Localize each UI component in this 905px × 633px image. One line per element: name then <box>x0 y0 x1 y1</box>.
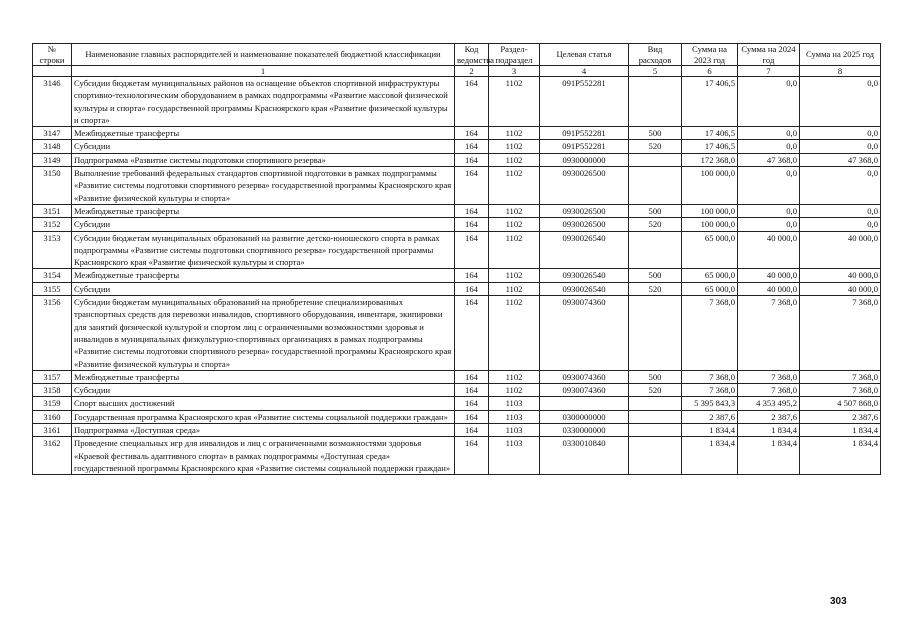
col-number: 7 <box>738 66 800 77</box>
row-number: 3155 <box>33 282 72 295</box>
row-name: Субсидии <box>72 140 455 153</box>
table-row <box>33 204 881 217</box>
row-section: 1102 <box>489 140 540 153</box>
row-sum-2024: 7 368,0 <box>738 384 800 397</box>
header-row-no: № строки <box>33 44 72 66</box>
row-sum-2024: 47 368,0 <box>738 153 800 166</box>
row-section: 1103 <box>489 397 540 410</box>
row-number: 3146 <box>33 77 72 127</box>
row-name: Выполнение требований федеральных стандартов спортивной подготовки в рамках подпрограммы «Развитие системы подготовки спортивного резерва» государственной программы Красноярского края «Развитие физической культуры и спорта» <box>72 167 455 205</box>
row-target: 0930074360 <box>540 384 629 397</box>
row-sum-2024: 2 387,6 <box>738 410 800 423</box>
row-name: Межбюджетные трансферты <box>72 127 455 140</box>
row-exp-type: 500 <box>629 204 682 217</box>
row-sum-2025: 0,0 <box>800 140 881 153</box>
table-row <box>33 282 881 295</box>
row-sum-2024: 7 368,0 <box>738 370 800 383</box>
table-row <box>33 153 881 166</box>
table-row <box>33 231 881 269</box>
row-target: 091P552281 <box>540 77 629 127</box>
row-sum-2024: 40 000,0 <box>738 269 800 282</box>
col-number <box>33 66 72 77</box>
row-sum-2023: 2 387,6 <box>682 410 738 423</box>
row-sum-2025: 47 368,0 <box>800 153 881 166</box>
row-section: 1102 <box>489 167 540 205</box>
table-row <box>33 127 881 140</box>
row-section: 1102 <box>489 296 540 371</box>
row-sum-2023: 5 395 843,3 <box>682 397 738 410</box>
table-row <box>33 397 881 410</box>
row-sum-2025: 7 368,0 <box>800 370 881 383</box>
row-name: Субсидии <box>72 282 455 295</box>
row-number: 3156 <box>33 296 72 371</box>
row-sum-2024: 40 000,0 <box>738 282 800 295</box>
header-exp-type: Вид расходов <box>629 44 682 66</box>
row-section: 1102 <box>489 127 540 140</box>
col-number: 5 <box>629 66 682 77</box>
row-number: 3160 <box>33 410 72 423</box>
table-row <box>33 384 881 397</box>
col-number: 8 <box>800 66 881 77</box>
row-dept-code: 164 <box>455 424 489 437</box>
row-dept-code: 164 <box>455 437 489 475</box>
row-sum-2024: 0,0 <box>738 140 800 153</box>
row-section: 1102 <box>489 370 540 383</box>
row-name: Спорт высших достижений <box>72 397 455 410</box>
row-exp-type <box>629 437 682 475</box>
row-dept-code: 164 <box>455 397 489 410</box>
header-sum-2023: Сумма на 2023 год <box>682 44 738 66</box>
header-name: Наименование главных распорядителей и наименование показателей бюджетной классификации <box>72 44 455 66</box>
row-target: 0930026540 <box>540 269 629 282</box>
row-dept-code: 164 <box>455 282 489 295</box>
row-target: 0330000000 <box>540 424 629 437</box>
page-number: 303 <box>830 596 847 607</box>
table-row <box>33 218 881 231</box>
row-name: Субсидии <box>72 384 455 397</box>
table-row <box>33 269 881 282</box>
row-exp-type: 520 <box>629 140 682 153</box>
row-sum-2024: 40 000,0 <box>738 231 800 269</box>
col-number: 2 <box>455 66 489 77</box>
row-dept-code: 164 <box>455 384 489 397</box>
row-name: Проведение специальных игр для инвалидов и лиц с ограниченными возможностями здоровья «Краевой фестиваль адаптивного спорта» в рамках подпрограммы «Доступная среда» государственной программы Красноярского края «Развитие системы социальной поддержки граждан» <box>72 437 455 475</box>
row-sum-2024: 1 834,4 <box>738 437 800 475</box>
row-section: 1102 <box>489 384 540 397</box>
row-dept-code: 164 <box>455 127 489 140</box>
col-number: 6 <box>682 66 738 77</box>
row-dept-code: 164 <box>455 410 489 423</box>
row-sum-2023: 7 368,0 <box>682 370 738 383</box>
row-exp-type: 500 <box>629 269 682 282</box>
row-sum-2023: 100 000,0 <box>682 167 738 205</box>
row-sum-2024: 0,0 <box>738 167 800 205</box>
row-sum-2024: 7 368,0 <box>738 296 800 371</box>
row-section: 1103 <box>489 424 540 437</box>
row-number: 3148 <box>33 140 72 153</box>
row-name: Межбюджетные трансферты <box>72 269 455 282</box>
row-number: 3161 <box>33 424 72 437</box>
budget-table <box>32 43 881 475</box>
row-section: 1102 <box>489 282 540 295</box>
col-number: 4 <box>540 66 629 77</box>
table-row <box>33 77 881 127</box>
row-sum-2023: 65 000,0 <box>682 269 738 282</box>
row-sum-2025: 4 507 868,0 <box>800 397 881 410</box>
table-header <box>33 44 881 77</box>
header-dept-code: Код ведомства <box>455 44 489 66</box>
row-number: 3153 <box>33 231 72 269</box>
row-sum-2023: 7 368,0 <box>682 296 738 371</box>
row-sum-2025: 1 834,4 <box>800 424 881 437</box>
row-target: 091P552281 <box>540 127 629 140</box>
row-target: 0930074360 <box>540 370 629 383</box>
row-exp-type <box>629 397 682 410</box>
row-sum-2023: 1 834,4 <box>682 437 738 475</box>
row-target: 0930074360 <box>540 296 629 371</box>
table-row <box>33 296 881 371</box>
row-name: Подпрограмма «Доступная среда» <box>72 424 455 437</box>
table-row <box>33 370 881 383</box>
row-sum-2025: 0,0 <box>800 127 881 140</box>
row-sum-2023: 172 368,0 <box>682 153 738 166</box>
row-number: 3147 <box>33 127 72 140</box>
row-sum-2025: 0,0 <box>800 204 881 217</box>
row-sum-2023: 17 406,5 <box>682 140 738 153</box>
row-dept-code: 164 <box>455 218 489 231</box>
row-target: 0930026540 <box>540 282 629 295</box>
row-number: 3157 <box>33 370 72 383</box>
header-section: Раздел-подраздел <box>489 44 540 66</box>
row-target: 0930026500 <box>540 167 629 205</box>
row-target: 0330010840 <box>540 437 629 475</box>
row-sum-2024: 0,0 <box>738 77 800 127</box>
row-name: Государственная программа Красноярского края «Развитие системы социальной поддержки граждан» <box>72 410 455 423</box>
row-sum-2025: 0,0 <box>800 167 881 205</box>
row-exp-type <box>629 296 682 371</box>
row-sum-2023: 7 368,0 <box>682 384 738 397</box>
row-exp-type <box>629 410 682 423</box>
row-number: 3149 <box>33 153 72 166</box>
row-section: 1103 <box>489 410 540 423</box>
row-dept-code: 164 <box>455 231 489 269</box>
row-sum-2025: 1 834,4 <box>800 437 881 475</box>
row-section: 1102 <box>489 204 540 217</box>
col-number: 3 <box>489 66 540 77</box>
row-section: 1102 <box>489 153 540 166</box>
row-exp-type <box>629 77 682 127</box>
row-section: 1102 <box>489 231 540 269</box>
row-name: Субсидии бюджетам муниципальных районов на оснащение объектов спортивной инфраструктуры спортивно-технологическим оборудованием в рамках подпрограммы «Развитие массовой физической культуры и спорта» государственной программы Красноярского края «Развитие физической культуры и спорта» <box>72 77 455 127</box>
row-target: 0930026500 <box>540 204 629 217</box>
table-row <box>33 424 881 437</box>
column-number-row <box>33 66 881 77</box>
row-sum-2025: 40 000,0 <box>800 231 881 269</box>
table-row <box>33 140 881 153</box>
row-sum-2024: 1 834,4 <box>738 424 800 437</box>
row-number: 3159 <box>33 397 72 410</box>
row-name: Межбюджетные трансферты <box>72 204 455 217</box>
row-sum-2025: 0,0 <box>800 77 881 127</box>
header-sum-2024: Сумма на 2024 год <box>738 44 800 66</box>
row-exp-type <box>629 153 682 166</box>
row-sum-2025: 40 000,0 <box>800 282 881 295</box>
table-row <box>33 410 881 423</box>
row-dept-code: 164 <box>455 370 489 383</box>
row-sum-2023: 65 000,0 <box>682 282 738 295</box>
row-name: Субсидии бюджетам муниципальных образований на приобретение специализированных транспортных средств для перевозки инвалидов, спортивного оборудования, инвентаря, экипировки для занятий физической культурой и спортом лиц с ограниченными возможностями здоровья и инвалидов в муниципальных физкультурно-спортивных организациях в рамках подпрограммы «Развитие системы подготовки спортивного резерва» государственной программы Красноярского края «Развитие физической культуры и спорта» <box>72 296 455 371</box>
row-target: 0930026500 <box>540 218 629 231</box>
row-name: Межбюджетные трансферты <box>72 370 455 383</box>
row-sum-2023: 1 834,4 <box>682 424 738 437</box>
row-number: 3162 <box>33 437 72 475</box>
row-target: 0300000000 <box>540 410 629 423</box>
row-exp-type: 500 <box>629 127 682 140</box>
row-section: 1102 <box>489 269 540 282</box>
row-name: Субсидии бюджетам муниципальных образований на развитие детско-юношеского спорта в рамках подпрограммы «Развитие системы подготовки спортивного резерва» государственной программы Красноярского края «Развитие физической культуры и спорта» <box>72 231 455 269</box>
row-name: Субсидии <box>72 218 455 231</box>
row-exp-type: 500 <box>629 370 682 383</box>
row-sum-2025: 0,0 <box>800 218 881 231</box>
row-number: 3151 <box>33 204 72 217</box>
row-sum-2025: 40 000,0 <box>800 269 881 282</box>
row-dept-code: 164 <box>455 204 489 217</box>
row-sum-2023: 65 000,0 <box>682 231 738 269</box>
row-dept-code: 164 <box>455 77 489 127</box>
row-sum-2025: 2 387,6 <box>800 410 881 423</box>
col-number: 1 <box>72 66 455 77</box>
header-target: Целевая статья <box>540 44 629 66</box>
row-dept-code: 164 <box>455 140 489 153</box>
row-dept-code: 164 <box>455 153 489 166</box>
row-exp-type <box>629 231 682 269</box>
row-name: Подпрограмма «Развитие системы подготовки спортивного резерва» <box>72 153 455 166</box>
row-sum-2025: 7 368,0 <box>800 296 881 371</box>
row-number: 3152 <box>33 218 72 231</box>
row-exp-type: 520 <box>629 384 682 397</box>
row-exp-type <box>629 167 682 205</box>
header-sum-2025: Сумма на 2025 год <box>800 44 881 66</box>
row-dept-code: 164 <box>455 296 489 371</box>
row-exp-type <box>629 424 682 437</box>
row-exp-type: 520 <box>629 282 682 295</box>
row-target: 091P552281 <box>540 140 629 153</box>
row-sum-2025: 7 368,0 <box>800 384 881 397</box>
row-sum-2023: 17 406,5 <box>682 77 738 127</box>
row-target: 0930026540 <box>540 231 629 269</box>
row-sum-2024: 0,0 <box>738 218 800 231</box>
row-sum-2024: 0,0 <box>738 204 800 217</box>
row-section: 1103 <box>489 437 540 475</box>
table-row <box>33 167 881 205</box>
row-section: 1102 <box>489 218 540 231</box>
row-section: 1102 <box>489 77 540 127</box>
row-sum-2023: 100 000,0 <box>682 218 738 231</box>
row-sum-2024: 0,0 <box>738 127 800 140</box>
row-sum-2024: 4 353 495,2 <box>738 397 800 410</box>
table-row <box>33 437 881 475</box>
row-sum-2023: 17 406,5 <box>682 127 738 140</box>
row-target: 0930000000 <box>540 153 629 166</box>
row-sum-2023: 100 000,0 <box>682 204 738 217</box>
row-number: 3158 <box>33 384 72 397</box>
row-dept-code: 164 <box>455 269 489 282</box>
row-dept-code: 164 <box>455 167 489 205</box>
table-body <box>33 77 881 475</box>
row-exp-type: 520 <box>629 218 682 231</box>
row-number: 3154 <box>33 269 72 282</box>
row-target <box>540 397 629 410</box>
row-number: 3150 <box>33 167 72 205</box>
